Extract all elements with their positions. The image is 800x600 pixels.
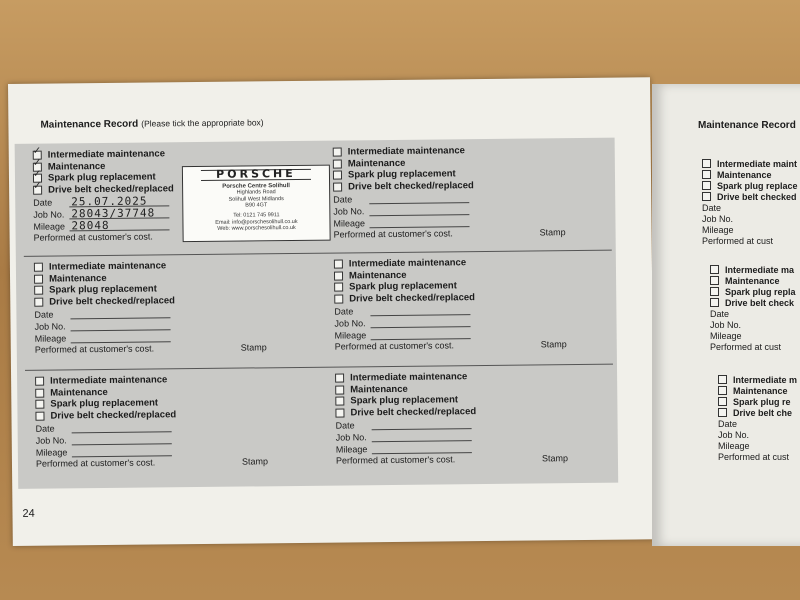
checklist-label: Maintenance [725,275,780,286]
checklist-label: Intermediate maintenance [347,145,466,158]
field-line[interactable] [371,328,471,340]
checklist-item [718,385,797,396]
checkbox[interactable] [334,294,343,303]
checkbox[interactable] [334,260,343,269]
stamp-label: Stamp [539,227,566,238]
field-label: Mileage [334,330,367,341]
field-label: Date [34,309,54,320]
checklist-item [702,169,798,180]
handwritten-value: 28048 [71,218,110,233]
checklist-label: Intermediate maintenance [50,374,168,387]
checklist-label: Maintenance [48,272,107,285]
field-line[interactable] [370,316,470,328]
field-line[interactable] [369,192,469,204]
checklist-label: Drive belt checked/replaced [49,295,176,308]
field-text: Date [718,418,738,429]
checklist-label: Spark plug replace [717,180,798,191]
checkbox[interactable] [710,276,719,285]
stamp-label: Stamp [540,339,567,350]
checkbox[interactable] [33,185,42,194]
cost-row [35,342,315,355]
checkbox[interactable] [702,159,711,168]
checklist-label: Maintenance [350,383,408,396]
field-label [718,451,797,462]
field-label: Job No. [34,321,66,332]
checklist-label: Intermediate maint [717,158,798,169]
field-label: Job No. [333,206,365,217]
field-text: Mileage [702,224,734,235]
field-label [702,235,798,246]
field-text: Date [710,308,730,319]
checklist-item [702,180,798,191]
checkbox[interactable] [34,297,43,306]
field-label: Job No. [334,318,366,329]
dealer-stamp [182,165,331,243]
checklist-label: Spark plug re [733,396,791,407]
checklist-label: Intermediate maintenance [348,257,467,270]
field-label [702,213,798,224]
checkbox[interactable] [35,377,44,386]
maintenance-entry [35,373,316,484]
checkbox[interactable] [333,148,342,157]
field-label [702,224,798,235]
checklist-label: Drive belt checked/replaced [350,405,477,419]
checklist-label: Maintenance [47,160,106,173]
field-label: Date [335,420,355,431]
checkbox[interactable] [335,385,344,394]
checklist-label: Drive belt checked/replaced [349,291,475,305]
checkbox[interactable] [710,265,719,274]
checkbox[interactable] [333,171,342,180]
field-label: Job No. [335,432,367,443]
checklist-label: Intermediate maintenance [350,371,468,384]
checkbox[interactable] [335,397,344,406]
field-line[interactable] [72,421,172,433]
field-label [710,308,796,319]
field-text: Mileage [710,330,742,341]
checkbox[interactable] [334,283,343,292]
checkbox[interactable] [710,298,719,307]
field-label [710,341,796,352]
checklist-label: Spark plug replacement [47,171,156,184]
field-label [718,440,797,451]
dealer-address-1: Highlands Road [236,189,276,196]
field-label: Job No. [33,209,65,220]
cost-text: Performed at customer's cost. [34,343,155,355]
field-text: Job No. [718,429,750,440]
checklist-label: Maintenance [717,169,772,180]
checklist-item [702,158,798,169]
checklist-item [718,374,797,385]
cost-text: Performed at customer's cost. [333,228,453,240]
maintenance-entry [334,256,615,367]
cost-text: Performed at customer's cost. [33,231,153,243]
checklist-label: Maintenance [348,269,407,282]
checklist-label: Maintenance [50,386,108,399]
field-label: Date [35,423,55,434]
checklist-label: Spark plug replacement [347,168,456,181]
checklist-label: Spark plug replacement [50,397,159,410]
maintenance-entry [335,370,616,481]
handwritten-value: 25.07.2025 [71,194,148,209]
field-text: Performed at cust [718,451,790,462]
checkbox[interactable] [702,181,711,190]
service-checklist [335,370,615,419]
field-line[interactable] [372,442,472,454]
checklist-label: Intermediate ma [725,264,795,275]
dealer-phone: Tel: 0121 745 9911 [233,212,280,219]
porsche-logo: PORSCHE [201,169,311,181]
checklist-label: Drive belt checked [717,191,797,202]
right-page-block [702,158,798,246]
checkbox[interactable] [333,182,342,191]
checkbox[interactable] [34,286,43,295]
stamp-label: Stamp [240,342,267,353]
service-checklist [333,144,613,193]
checklist-label: Intermediate m [733,374,798,385]
checklist-label: Spark plug repla [725,286,796,297]
checklist-label: Spark plug replacement [350,394,459,407]
checkbox[interactable] [702,192,711,201]
field-line[interactable] [70,319,170,331]
cost-row [36,456,316,469]
field-line[interactable] [69,207,169,219]
field-line[interactable] [72,445,172,457]
field-line[interactable] [72,433,172,445]
field-label: Mileage [335,444,368,455]
checkbox[interactable] [34,274,43,283]
field-label: Job No. [35,435,67,446]
right-page [652,84,800,546]
field-line[interactable] [369,204,469,216]
field-text: Performed at cust [710,341,782,352]
field-text: Mileage [718,440,750,451]
right-page-block [710,264,796,352]
checkbox[interactable] [718,375,727,384]
field-label [718,429,797,440]
field-label [710,319,796,330]
page-number: 24 [22,507,35,520]
checkbox[interactable] [718,397,727,406]
checkbox[interactable] [333,159,342,168]
stamp-label: Stamp [241,456,269,467]
checklist-item [702,191,798,202]
field-label [718,418,797,429]
checklist-item [710,264,796,275]
field-label: Mileage [333,218,366,229]
checkbox[interactable] [718,386,727,395]
checklist-label: Spark plug replacement [49,283,157,296]
field-text: Date [702,202,722,213]
service-checklist [34,259,314,308]
cost-row [336,453,616,466]
checkbox[interactable] [334,271,343,280]
checkbox[interactable] [702,170,711,179]
checkbox[interactable] [718,408,727,417]
field-line[interactable] [70,307,170,319]
left-page [8,77,655,546]
checklist-label: Intermediate maintenance [47,148,166,161]
field-line[interactable] [372,418,472,430]
checkbox[interactable] [35,388,44,397]
field-label: Date [33,197,53,208]
right-page-heading: Maintenance Record [698,120,796,131]
field-label: Date [333,194,353,205]
checkbox[interactable] [35,400,44,409]
cost-text: Performed at customer's cost. [35,457,156,469]
checkbox[interactable] [710,287,719,296]
checklist-label: Drive belt check [725,297,795,308]
service-checklist [35,373,315,422]
dealer-web: Web: www.porschesolihull.co.uk [217,225,296,232]
checklist-item [718,407,797,418]
checklist-item [718,396,797,407]
checklist-label: Drive belt che [733,407,793,418]
dealer-name: Porsche Centre Solihull [222,182,290,190]
heading-note: (Please tick the appropriate box) [141,117,264,129]
field-label [710,330,796,341]
field-line[interactable] [71,331,171,343]
cost-text: Performed at customer's cost. [335,454,456,466]
cost-row [335,339,615,352]
field-label: Mileage [35,447,68,458]
field-text: Job No. [710,319,742,330]
checklist-item [710,286,796,297]
checklist-label: Maintenance [733,385,788,396]
field-line[interactable] [69,219,169,231]
heading-title: Maintenance Record [40,118,139,131]
maintenance-entry [333,144,614,255]
checkbox[interactable] [335,374,344,383]
record-panel [15,138,619,489]
checkbox[interactable] [35,411,44,420]
checklist-label: Drive belt checked/replaced [50,409,177,422]
checkbox[interactable] [335,408,344,417]
stamp-label: Stamp [541,453,569,464]
field-line[interactable] [369,216,469,228]
field-text: Performed at cust [702,235,774,246]
checklist-label: Drive belt checked/replaced [348,179,474,193]
handwritten-value: 28043/37748 [71,206,156,221]
cost-text: Performed at customer's cost. [334,340,455,352]
dealer-address-2: Solihull West Midlands [228,195,284,203]
checklist-item [710,275,796,286]
checklist-item [710,297,796,308]
field-label: Mileage [34,333,67,344]
checkbox[interactable] [34,263,43,272]
field-label: Date [334,306,354,317]
field-label: Mileage [33,221,66,232]
page-heading [40,117,263,130]
maintenance-entry [34,259,315,370]
cost-row [334,227,614,240]
checklist-label: Spark plug replacement [349,280,457,293]
right-page-block [718,374,797,462]
checklist-label: Maintenance [347,157,406,170]
checklist-label: Intermediate maintenance [48,260,167,273]
service-checklist [334,256,614,305]
dealer-email: Email: info@porschesolihull.co.uk [215,218,298,226]
dealer-postcode: B90 4GT [245,202,268,209]
checklist-label: Drive belt checked/replaced [48,183,174,196]
field-line[interactable] [370,304,470,316]
field-line[interactable] [372,430,472,442]
field-label [702,202,798,213]
field-text: Job No. [702,213,734,224]
